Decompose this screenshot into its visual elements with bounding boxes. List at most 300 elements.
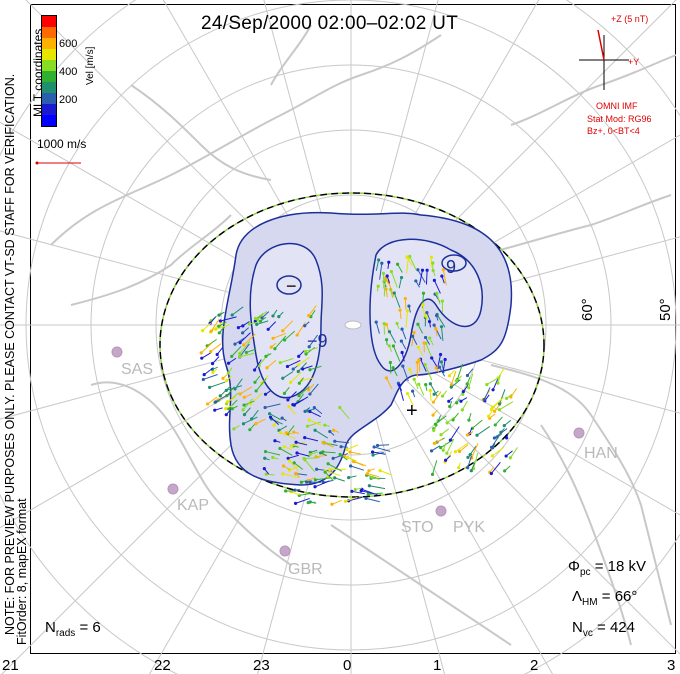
mlt-tick-1: 1	[433, 657, 442, 674]
velocity-vector-origin	[219, 394, 222, 397]
velocity-vector-origin	[424, 383, 427, 386]
velocity-vector-origin	[273, 439, 276, 442]
velocity-vector	[510, 447, 517, 458]
velocity-vector-origin	[390, 270, 393, 273]
velocity-vector-origin	[467, 386, 470, 389]
velocity-vector-origin	[283, 338, 286, 341]
velocity-vector-origin	[371, 453, 374, 456]
velocity-vector-origin	[221, 377, 224, 380]
velocity-vector-origin	[433, 323, 436, 326]
velocity-vector-origin	[444, 459, 447, 462]
velocity-vector-origin	[242, 422, 245, 425]
velocity-vector-origin	[277, 315, 280, 318]
velocity-vector-origin	[444, 358, 447, 361]
velocity-vector-origin	[333, 476, 336, 479]
velocity-vector-origin	[461, 408, 464, 411]
mlt-tick-22: 22	[154, 657, 171, 674]
velocity-vector-origin	[285, 431, 288, 434]
velocity-vector-origin	[377, 285, 380, 288]
station-pyk: PYK	[453, 519, 486, 536]
velocity-vector-origin	[281, 377, 284, 380]
velocity-vector-origin	[404, 297, 407, 300]
velocity-vector-origin	[296, 333, 299, 336]
velocity-vector-origin	[267, 328, 270, 331]
velocity-vector-origin	[401, 351, 404, 354]
velocity-vector-origin	[243, 413, 246, 416]
velocity-vector-origin	[392, 344, 395, 347]
velocity-vector-origin	[254, 422, 257, 425]
velocity-vector	[419, 360, 420, 372]
contour-label-max: +	[406, 400, 418, 422]
velocity-vector-origin	[305, 481, 308, 484]
velocity-vector-origin	[367, 469, 370, 472]
phi-pc-stat	[568, 558, 646, 578]
velocity-vector-origin	[307, 418, 310, 421]
velocity-vector-origin	[490, 472, 493, 475]
station-marker	[574, 428, 584, 438]
velocity-vector-origin	[429, 382, 432, 385]
velocity-vector-origin	[418, 358, 421, 361]
imf-y-label: +Y	[628, 57, 640, 67]
velocity-vector-origin	[426, 269, 429, 272]
velocity-vector-origin	[483, 398, 486, 401]
velocity-vector-origin	[271, 337, 274, 340]
velocity-vector-origin	[503, 469, 506, 472]
velocity-vector-origin	[265, 366, 268, 369]
velocity-vector-origin	[279, 431, 282, 434]
velocity-vector-origin	[225, 379, 228, 382]
velocity-vector-origin	[279, 361, 282, 364]
velocity-vector	[366, 498, 380, 501]
velocity-vector-origin	[297, 355, 300, 358]
velocity-vector	[211, 344, 221, 352]
velocity-vector-origin	[466, 374, 469, 377]
velocity-vector-origin	[431, 473, 434, 476]
velocity-vector-origin	[441, 300, 444, 303]
velocity-vector-origin	[292, 430, 295, 433]
velocity-vector-origin	[433, 393, 436, 396]
velocity-vector-origin	[491, 388, 494, 391]
velocity-vector-origin	[421, 303, 424, 306]
coastline	[71, 215, 231, 305]
velocity-vector	[378, 445, 389, 446]
lat-label-60: 60°	[579, 298, 596, 321]
velocity-vector-origin	[309, 453, 312, 456]
velocity-vector-origin	[433, 442, 436, 445]
velocity-vector-origin	[227, 371, 230, 374]
velocity-vector-origin	[293, 461, 296, 464]
velocity-vector-origin	[248, 322, 251, 325]
velocity-vector-origin	[211, 362, 214, 365]
velocity-vector-origin	[439, 353, 442, 356]
velocity-vector-origin	[237, 326, 240, 329]
velocity-vector-origin	[490, 446, 493, 449]
mlt-tick-21: 21	[2, 657, 19, 674]
velocity-vector-origin	[206, 402, 209, 405]
velocity-vector-origin	[225, 413, 228, 416]
velocity-vector-origin	[297, 394, 300, 397]
n-rads-symbol: N	[45, 619, 56, 636]
velocity-vector-origin	[414, 279, 417, 282]
velocity-vector-origin	[269, 416, 272, 419]
velocity-vector-origin	[435, 366, 438, 369]
velocity-vector-origin	[264, 450, 267, 453]
velocity-vector-origin	[400, 276, 403, 279]
velocity-vector-origin	[370, 476, 373, 479]
velocity-vector-origin	[298, 382, 301, 385]
velocity-vector-origin	[406, 309, 409, 312]
velocity-vector-origin	[323, 424, 326, 427]
velocity-vector-origin	[271, 456, 274, 459]
velocity-vector-origin	[210, 329, 213, 332]
velocity-vector-origin	[425, 311, 428, 314]
velocity-vector-origin	[448, 374, 451, 377]
velocity-vector-origin	[430, 449, 433, 452]
velocity-vector-origin	[376, 444, 379, 447]
velocity-vector-origin	[219, 319, 222, 322]
phi-pc-value: = 18 kV	[594, 558, 646, 575]
coastline	[481, 195, 671, 255]
velocity-vector-origin	[263, 457, 266, 460]
velocity-vector-origin	[230, 355, 233, 358]
velocity-vector-origin	[300, 481, 303, 484]
velocity-vector-origin	[282, 464, 285, 467]
velocity-vector-origin	[278, 447, 281, 450]
n-vc-value: = 424	[597, 619, 635, 636]
pole-marker	[345, 321, 361, 329]
velocity-vector-origin	[286, 398, 289, 401]
velocity-vector-origin	[371, 450, 374, 453]
velocity-vector-origin	[248, 428, 251, 431]
velocity-vector-origin	[417, 383, 420, 386]
velocity-vector-origin	[439, 433, 442, 436]
velocity-vector-origin	[303, 436, 306, 439]
velocity-vector-origin	[319, 451, 322, 454]
velocity-vector-origin	[307, 501, 310, 504]
velocity-vector-origin	[387, 261, 390, 264]
velocity-vector-origin	[241, 331, 244, 334]
velocity-vector-origin	[441, 394, 444, 397]
velocity-vector-origin	[368, 484, 371, 487]
velocity-vector-origin	[396, 263, 399, 266]
velocity-vector-origin	[375, 321, 378, 324]
velocity-vector-origin	[424, 363, 427, 366]
velocity-vector-origin	[411, 390, 414, 393]
velocity-vector-origin	[281, 472, 284, 475]
scale-vector-label: 1000 m/s	[37, 137, 87, 151]
velocity-vector-origin	[303, 324, 306, 327]
velocity-vector-origin	[264, 406, 267, 409]
velocity-vector-origin	[209, 350, 212, 353]
velocity-vector-origin	[503, 424, 506, 427]
velocity-vector-origin	[294, 502, 297, 505]
velocity-vector	[354, 461, 364, 465]
velocity-vector-origin	[306, 409, 309, 412]
velocity-vector-origin	[287, 405, 290, 408]
velocity-vector-origin	[242, 343, 245, 346]
velocity-vector-origin	[254, 317, 257, 320]
velocity-vector	[498, 368, 504, 378]
velocity-vector-origin	[281, 416, 284, 419]
phi-pc-symbol: Φ	[568, 558, 580, 575]
velocity-vector	[347, 445, 358, 450]
velocity-vector-origin	[406, 392, 409, 395]
velocity-vector-origin	[301, 367, 304, 370]
velocity-vector-origin	[440, 325, 443, 328]
velocity-vector-origin	[268, 412, 271, 415]
velocity-vector-origin	[270, 346, 273, 349]
velocity-vector-origin	[324, 471, 327, 474]
velocity-vector-origin	[400, 328, 403, 331]
phi-pc-sub: pc	[579, 567, 591, 578]
velocity-vector-origin	[281, 329, 284, 332]
station-han: HAN	[584, 445, 618, 462]
velocity-vector-origin	[505, 454, 508, 457]
velocity-vector-origin	[214, 400, 217, 403]
velocity-vector-origin	[306, 425, 309, 428]
velocity-vector-origin	[416, 361, 419, 364]
velocity-vector	[210, 382, 226, 387]
lambda-hm-sub: HM	[582, 597, 598, 608]
velocity-vector-origin	[455, 401, 458, 404]
velocity-vector-origin	[428, 336, 431, 339]
velocity-vector-origin	[238, 392, 241, 395]
velocity-vector-origin	[430, 256, 433, 259]
velocity-vector-origin	[307, 314, 310, 317]
velocity-vector-origin	[505, 397, 508, 400]
velocity-vector-origin	[231, 407, 234, 410]
velocity-vector-origin	[291, 403, 294, 406]
velocity-vector-origin	[264, 355, 267, 358]
velocity-vector-origin	[242, 408, 245, 411]
velocity-vector-origin	[313, 485, 316, 488]
velocity-vector-origin	[297, 370, 300, 373]
velocity-vector-origin	[283, 445, 286, 448]
velocity-vector-origin	[295, 451, 298, 454]
velocity-vector-origin	[338, 406, 341, 409]
velocity-vector-origin	[466, 382, 469, 385]
velocity-vector-origin	[231, 313, 234, 316]
velocity-vector-origin	[411, 335, 414, 338]
velocity-vector-origin	[416, 268, 419, 271]
velocity-vector-origin	[253, 381, 256, 384]
velocity-vector-origin	[487, 415, 490, 418]
velocity-vector-origin	[496, 382, 499, 385]
velocity-vector-origin	[366, 472, 369, 475]
n-vc-symbol: N	[572, 619, 583, 636]
n-vc-stat	[572, 619, 635, 639]
velocity-vector-origin	[290, 444, 293, 447]
velocity-vector-origin	[255, 323, 258, 326]
velocity-vector-origin	[454, 450, 457, 453]
coord-label: MLT coordinates	[31, 28, 45, 117]
velocity-vector	[369, 486, 385, 489]
velocity-vector-origin	[379, 469, 382, 472]
velocity-vector-origin	[429, 389, 432, 392]
imf-condition: Bz+, 0<BT<4	[587, 126, 640, 136]
velocity-vector-origin	[283, 392, 286, 395]
velocity-vector-origin	[243, 396, 246, 399]
velocity-vector-origin	[224, 407, 227, 410]
velocity-vector-origin	[509, 395, 512, 398]
velocity-vector-origin	[491, 454, 494, 457]
velocity-vector-origin	[491, 406, 494, 409]
velocity-vector-origin	[214, 328, 217, 331]
velocity-vector-origin	[208, 386, 211, 389]
velocity-vector-origin	[308, 368, 311, 371]
lambda-hm-symbol: Λ	[572, 588, 583, 605]
velocity-vector-origin	[330, 503, 333, 506]
velocity-vector-origin	[417, 346, 420, 349]
station-marker	[280, 546, 290, 556]
velocity-vector	[426, 270, 427, 284]
n-vc-sub: vc	[582, 628, 593, 639]
velocity-vector-origin	[307, 388, 310, 391]
velocity-vector-origin	[245, 351, 248, 354]
velocity-vector-origin	[218, 331, 221, 334]
n-rads-value: = 6	[79, 619, 101, 636]
velocity-vector-origin	[263, 467, 266, 470]
page-title: 24/Sep/2000 02:00–02:02 UT	[201, 13, 459, 34]
scale-vector-origin	[36, 162, 39, 165]
velocity-vector-origin	[255, 389, 258, 392]
velocity-vector-origin	[382, 322, 385, 325]
imf-z-label: +Z (5 nT)	[611, 14, 649, 24]
velocity-vector-origin	[273, 347, 276, 350]
velocity-vector-origin	[238, 355, 241, 358]
velocity-vector-origin	[485, 383, 488, 386]
velocity-vector-origin	[364, 497, 367, 500]
map-frame	[3, 4, 676, 654]
velocity-vector-origin	[232, 427, 235, 430]
velocity-vector-origin	[440, 275, 443, 278]
velocity-vector-origin	[412, 331, 415, 334]
station-sas: SAS	[121, 361, 154, 378]
velocity-vector-origin	[350, 490, 353, 493]
velocity-vector-origin	[348, 450, 351, 453]
station-kap: KAP	[177, 497, 210, 514]
velocity-vector-origin	[434, 327, 437, 330]
velocity-vector-origin	[466, 433, 469, 436]
velocity-vector-origin	[494, 423, 497, 426]
mlt-tick-2: 2	[530, 657, 539, 674]
velocity-vector	[477, 426, 490, 435]
velocity-vector-origin	[297, 363, 300, 366]
velocity-vector-origin	[466, 466, 469, 469]
velocity-vector-origin	[333, 440, 336, 443]
velocity-vector-origin	[398, 308, 401, 311]
velocity-vector-origin	[475, 434, 478, 437]
velocity-vector-origin	[391, 366, 394, 369]
velocity-vector-origin	[449, 439, 452, 442]
velocity-vector-origin	[493, 410, 496, 413]
velocity-vector-origin	[509, 456, 512, 459]
velocity-vector-origin	[388, 344, 391, 347]
velocity-vector-origin	[416, 323, 419, 326]
velocity-vector-origin	[446, 421, 449, 424]
velocity-vector-origin	[202, 378, 205, 381]
station-marker	[168, 484, 178, 494]
velocity-vector-origin	[227, 362, 230, 365]
velocity-vector-origin	[432, 401, 435, 404]
velocity-vector-origin	[433, 279, 436, 282]
colorbar-segment	[42, 16, 56, 27]
contour-label-9: 9	[446, 257, 457, 277]
velocity-vector-origin	[398, 384, 401, 387]
velocity-vector-origin	[373, 445, 376, 448]
lambda-hm-stat	[572, 588, 637, 608]
contour-label-min: −	[286, 276, 297, 296]
n-rads-sub: rads	[55, 628, 76, 639]
velocity-vector-origin	[211, 371, 214, 374]
station-marker	[436, 506, 446, 516]
velocity-vector-origin	[308, 392, 311, 395]
velocity-vector-origin	[389, 361, 392, 364]
velocity-vector-origin	[216, 353, 219, 356]
velocity-vector-origin	[339, 453, 342, 456]
velocity-vector-origin	[242, 403, 245, 406]
velocity-vector-origin	[421, 269, 424, 272]
velocity-vector-origin	[428, 320, 431, 323]
velocity-vector-origin	[332, 429, 335, 432]
velocity-vector-origin	[289, 381, 292, 384]
velocity-vector-origin	[328, 468, 331, 471]
velocity-vector-origin	[457, 466, 460, 469]
velocity-vector-origin	[303, 458, 306, 461]
velocity-vector-origin	[344, 500, 347, 503]
velocity-vector-origin	[462, 390, 465, 393]
mlt-tick-23: 23	[253, 657, 270, 674]
velocity-vector-origin	[294, 441, 297, 444]
velocity-vector-origin	[238, 352, 241, 355]
velocity-vector-origin	[424, 336, 427, 339]
velocity-vector-origin	[308, 410, 311, 413]
velocity-vector-origin	[328, 430, 331, 433]
mlt-tick-0: 0	[343, 657, 352, 674]
velocity-vector	[492, 447, 504, 456]
velocity-vector-origin	[339, 445, 342, 448]
colorbar-tick-400: 400	[59, 66, 78, 78]
velocity-vector-origin	[498, 402, 501, 405]
velocity-vector-origin	[367, 493, 370, 496]
colorbar-tick-600: 600	[59, 38, 78, 50]
velocity-vector-origin	[313, 406, 316, 409]
velocity-vector-origin	[327, 462, 330, 465]
velocity-vector-origin	[271, 314, 274, 317]
velocity-vector-origin	[200, 357, 203, 360]
velocity-vector-origin	[413, 378, 416, 381]
velocity-vector-origin	[442, 449, 445, 452]
velocity-vector-origin	[445, 452, 448, 455]
n-rads-stat	[45, 619, 101, 639]
velocity-vector-origin	[435, 314, 438, 317]
velocity-vector-origin	[380, 262, 383, 265]
velocity-vector-origin	[455, 379, 458, 382]
velocity-vector-origin	[233, 343, 236, 346]
imf-source: OMNI IMF	[596, 101, 638, 111]
velocity-vector-origin	[458, 450, 461, 453]
velocity-vector-origin	[203, 373, 206, 376]
velocity-vector	[500, 389, 505, 404]
colorbar-tick-200: 200	[59, 94, 78, 106]
velocity-vector	[203, 323, 211, 330]
velocity-vector-origin	[346, 456, 349, 459]
velocity-vector-origin	[385, 376, 388, 379]
velocity-vector-origin	[448, 405, 451, 408]
velocity-vector-origin	[259, 320, 262, 323]
velocity-vector-origin	[382, 272, 385, 275]
velocity-vector-origin	[467, 419, 470, 422]
